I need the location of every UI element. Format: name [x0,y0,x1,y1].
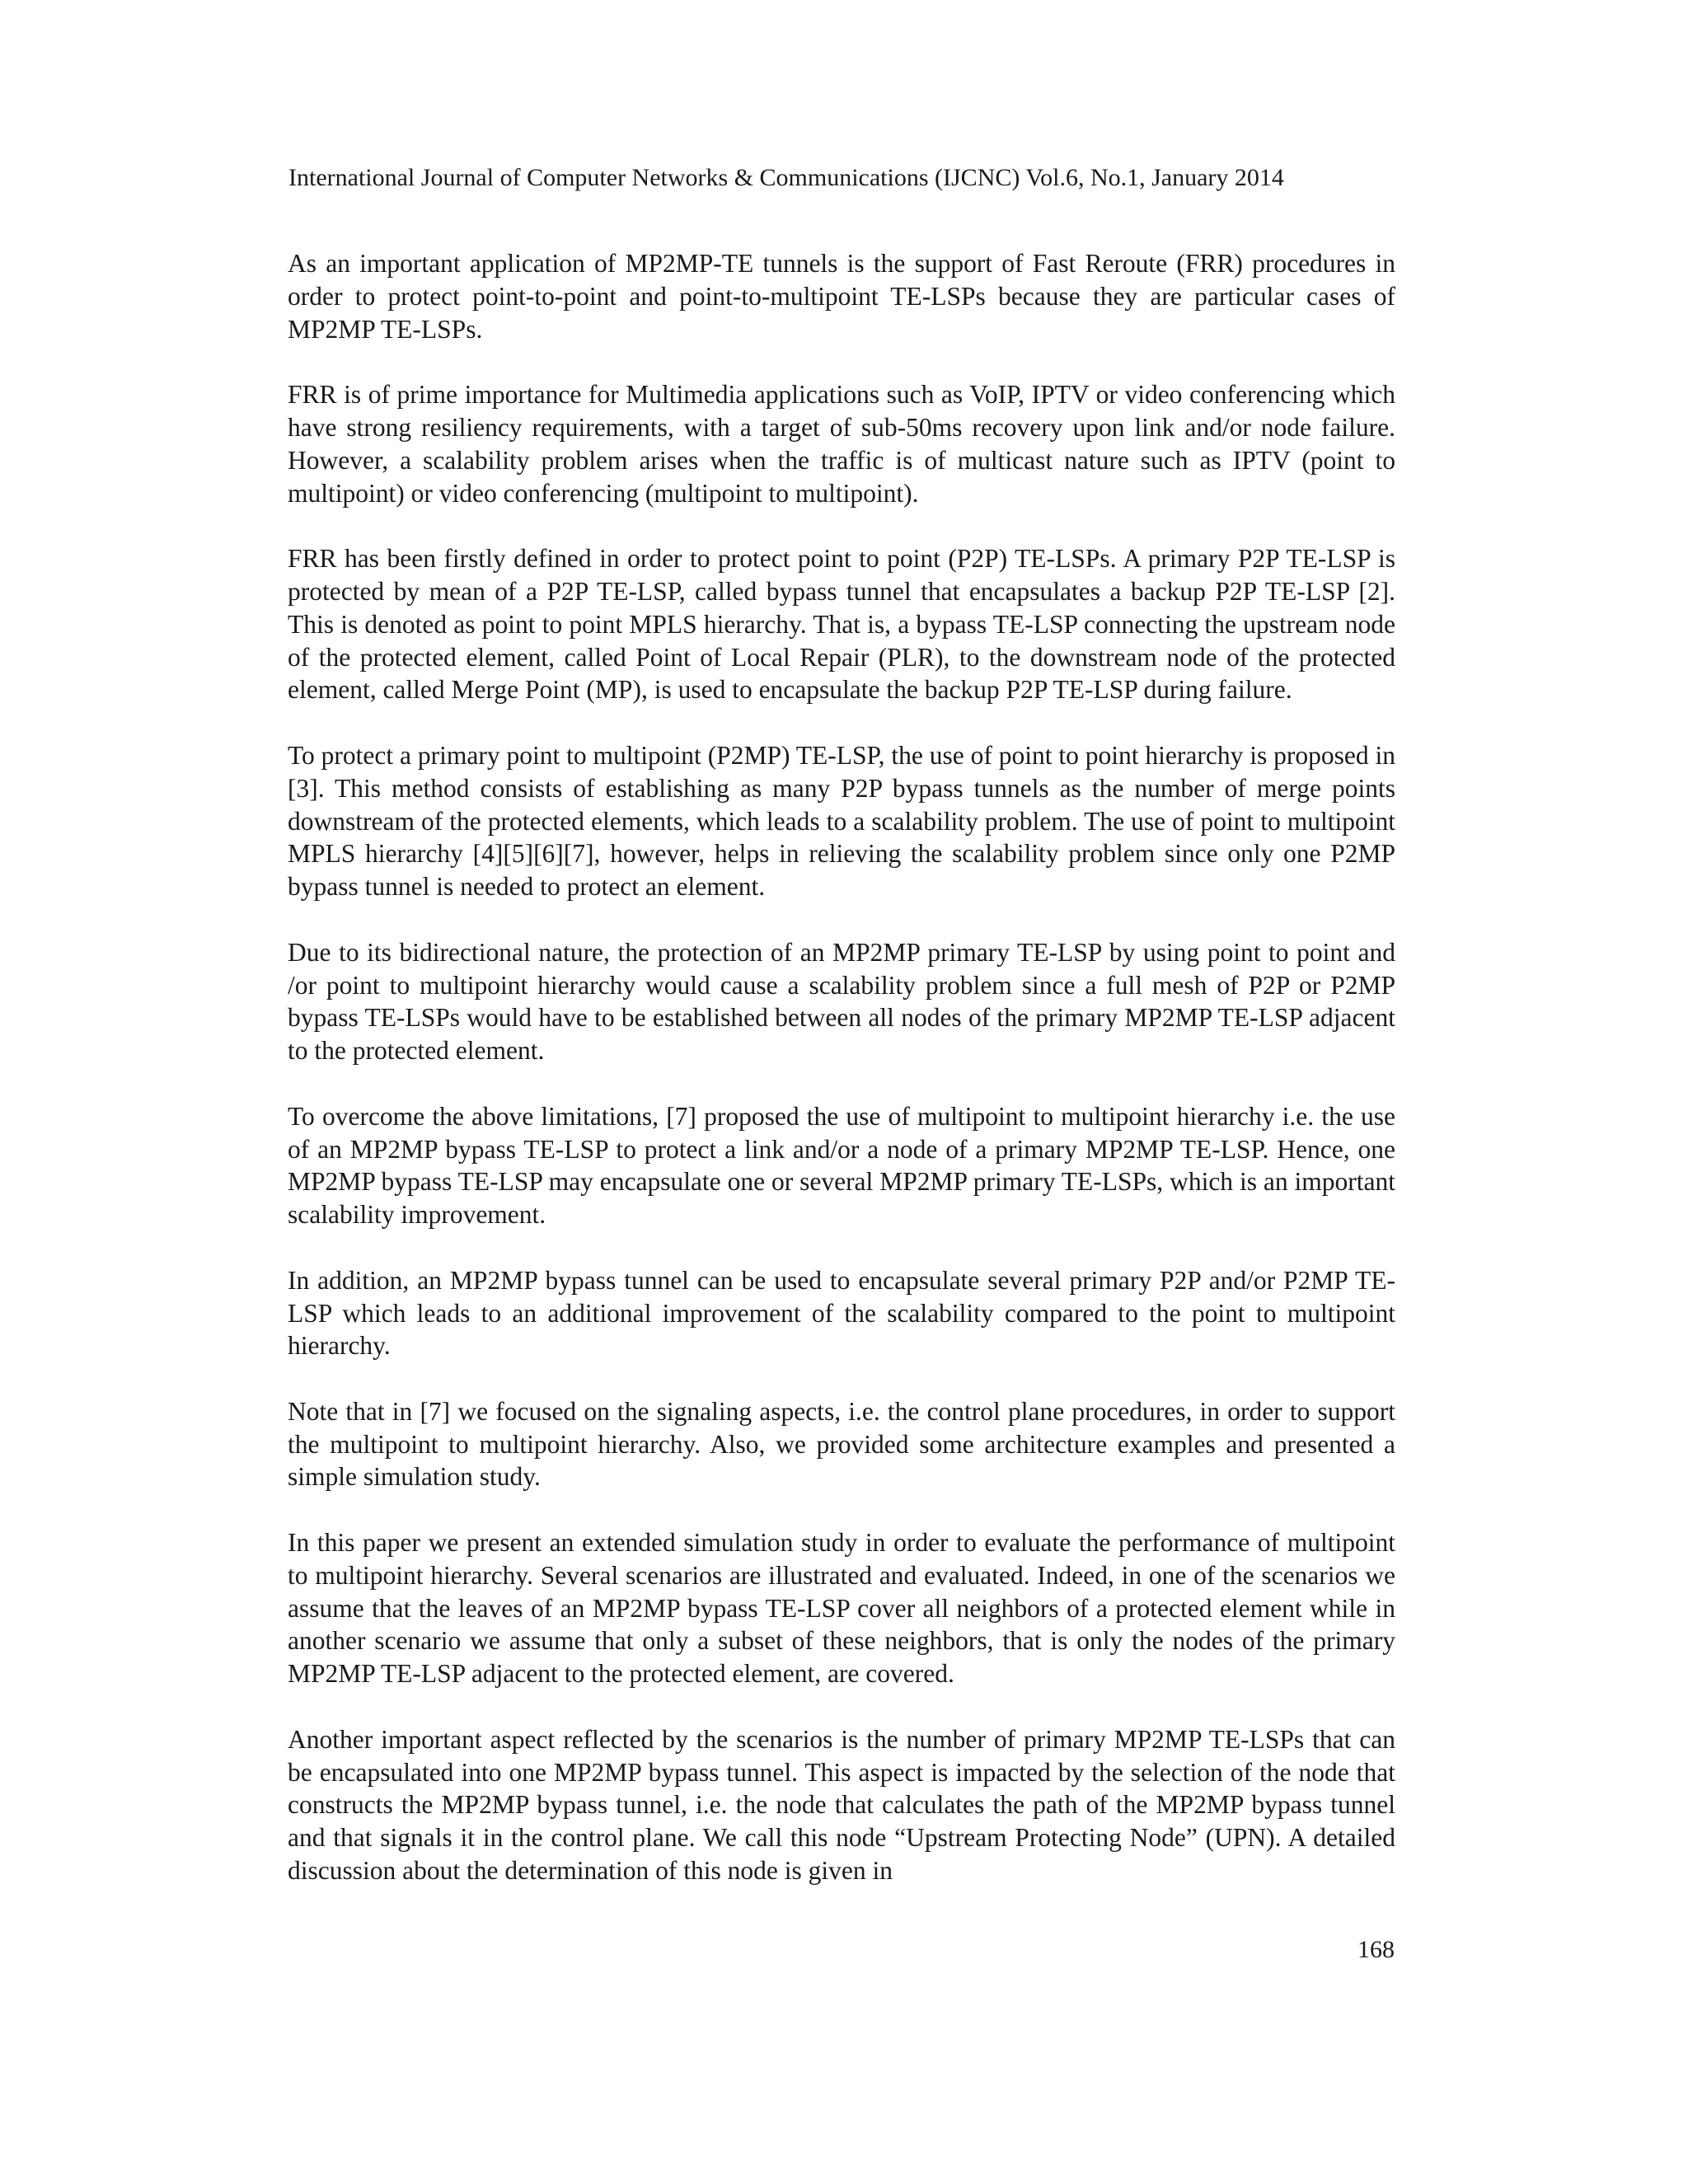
paragraph: Due to its bidirectional nature, the protection of an MP2MP primary TE-LSP by using point to point and /or point to multipoint hierarchy would cause a scalability problem since a full mesh of P2P or P2MP bypass TE-LSPs would have to be established between all nodes of the primary MP2MP TE-LSP adjacent to the protected element. [288,937,1395,1066]
paragraph: Note that in [7] we focused on the signaling aspects, i.e. the control plane procedures, in order to support the multipoint to multipoint hierarchy. Also, we provided some architecture examples and presented a simple simulation study. [288,1396,1395,1492]
paragraph: In addition, an MP2MP bypass tunnel can be used to encapsulate several primary P2P and/or P2MP TE-LSP which leads to an additional improvement of the scalability compared to the point to multipoint hierarchy. [288,1265,1395,1361]
paragraph: FRR has been firstly defined in order to protect point to point (P2P) TE-LSPs. A primary P2P TE-LSP is protected by mean of a P2P TE-LSP, called bypass tunnel that encapsulates a backup P2P TE-LSP [2]. This is denoted as point to point MPLS hierarchy. That is, a bypass TE-LSP connecting the upstream node of the protected element, called Point of Local Repair (PLR), to the downstream node of the protected element, called Merge Point (MP), is used to encapsulate the backup P2P TE-LSP during failure. [288,544,1395,705]
paragraph: FRR is of prime importance for Multimedia applications such as VoIP, IPTV or video conferencing which have strong resiliency requirements, with a target of sub-50ms recovery upon link and/or node failure. However, a scalability problem arises when the traffic is of multicast nature such as IPTV (point to multipoint) or video conferencing (multipoint to multipoint). [288,380,1395,508]
paragraph: To overcome the above limitations, [7] proposed the use of multipoint to multipoint hierarchy i.e. the use of an MP2MP bypass TE-LSP to protect a link and/or a node of a primary MP2MP TE-LSP. Hence, one MP2MP bypass TE-LSP may encapsulate one or several MP2MP primary TE-LSPs, which is an important scalability improvement. [288,1101,1395,1230]
paragraph: To protect a primary point to multipoint (P2MP) TE-LSP, the use of point to point hierarchy is proposed in [3]. This method consists of establishing as many P2P bypass tunnels as the number of merge points downstream of the protected elements, which leads to a scalability problem. The use of point to multipoint MPLS hierarchy [4][5][6][7], however, helps in relieving the scalability problem since only one P2MP bypass tunnel is needed to protect an element. [288,740,1395,902]
paragraph: As an important application of MP2MP-TE tunnels is the support of Fast Reroute (FRR) procedures in order to protect point-to-point and point-to-multipoint TE-LSPs because they are particular cases of MP2MP TE-LSPs. [288,249,1395,344]
paragraph: In this paper we present an extended simulation study in order to evaluate the performance of multipoint to multipoint hierarchy. Several scenarios are illustrated and evaluated. Indeed, in one of the scenarios we assume that the leaves of an MP2MP bypass TE-LSP cover all neighbors of a protected element while in another scenario we assume that only a subset of these neighbors, that is only the nodes of the primary MP2MP TE-LSP adjacent to the protected element, are covered. [288,1528,1395,1689]
body-text [288,247,1395,1920]
running-header: International Journal of Computer Networks & Communications (IJCNC) Vol.6, No.1, January 2014 [288,164,1284,191]
paragraph: Another important aspect reflected by the scenarios is the number of primary MP2MP TE-LSPs that can be encapsulated into one MP2MP bypass tunnel. This aspect is impacted by the selection of the node that constructs the MP2MP bypass tunnel, i.e. the node that calculates the path of the MP2MP bypass tunnel and that signals it in the control plane. We call this node “Upstream Protecting Node” (UPN). A detailed discussion about the determination of this node is given in [288,1724,1395,1886]
page-number: 168 [1357,1936,1395,1963]
